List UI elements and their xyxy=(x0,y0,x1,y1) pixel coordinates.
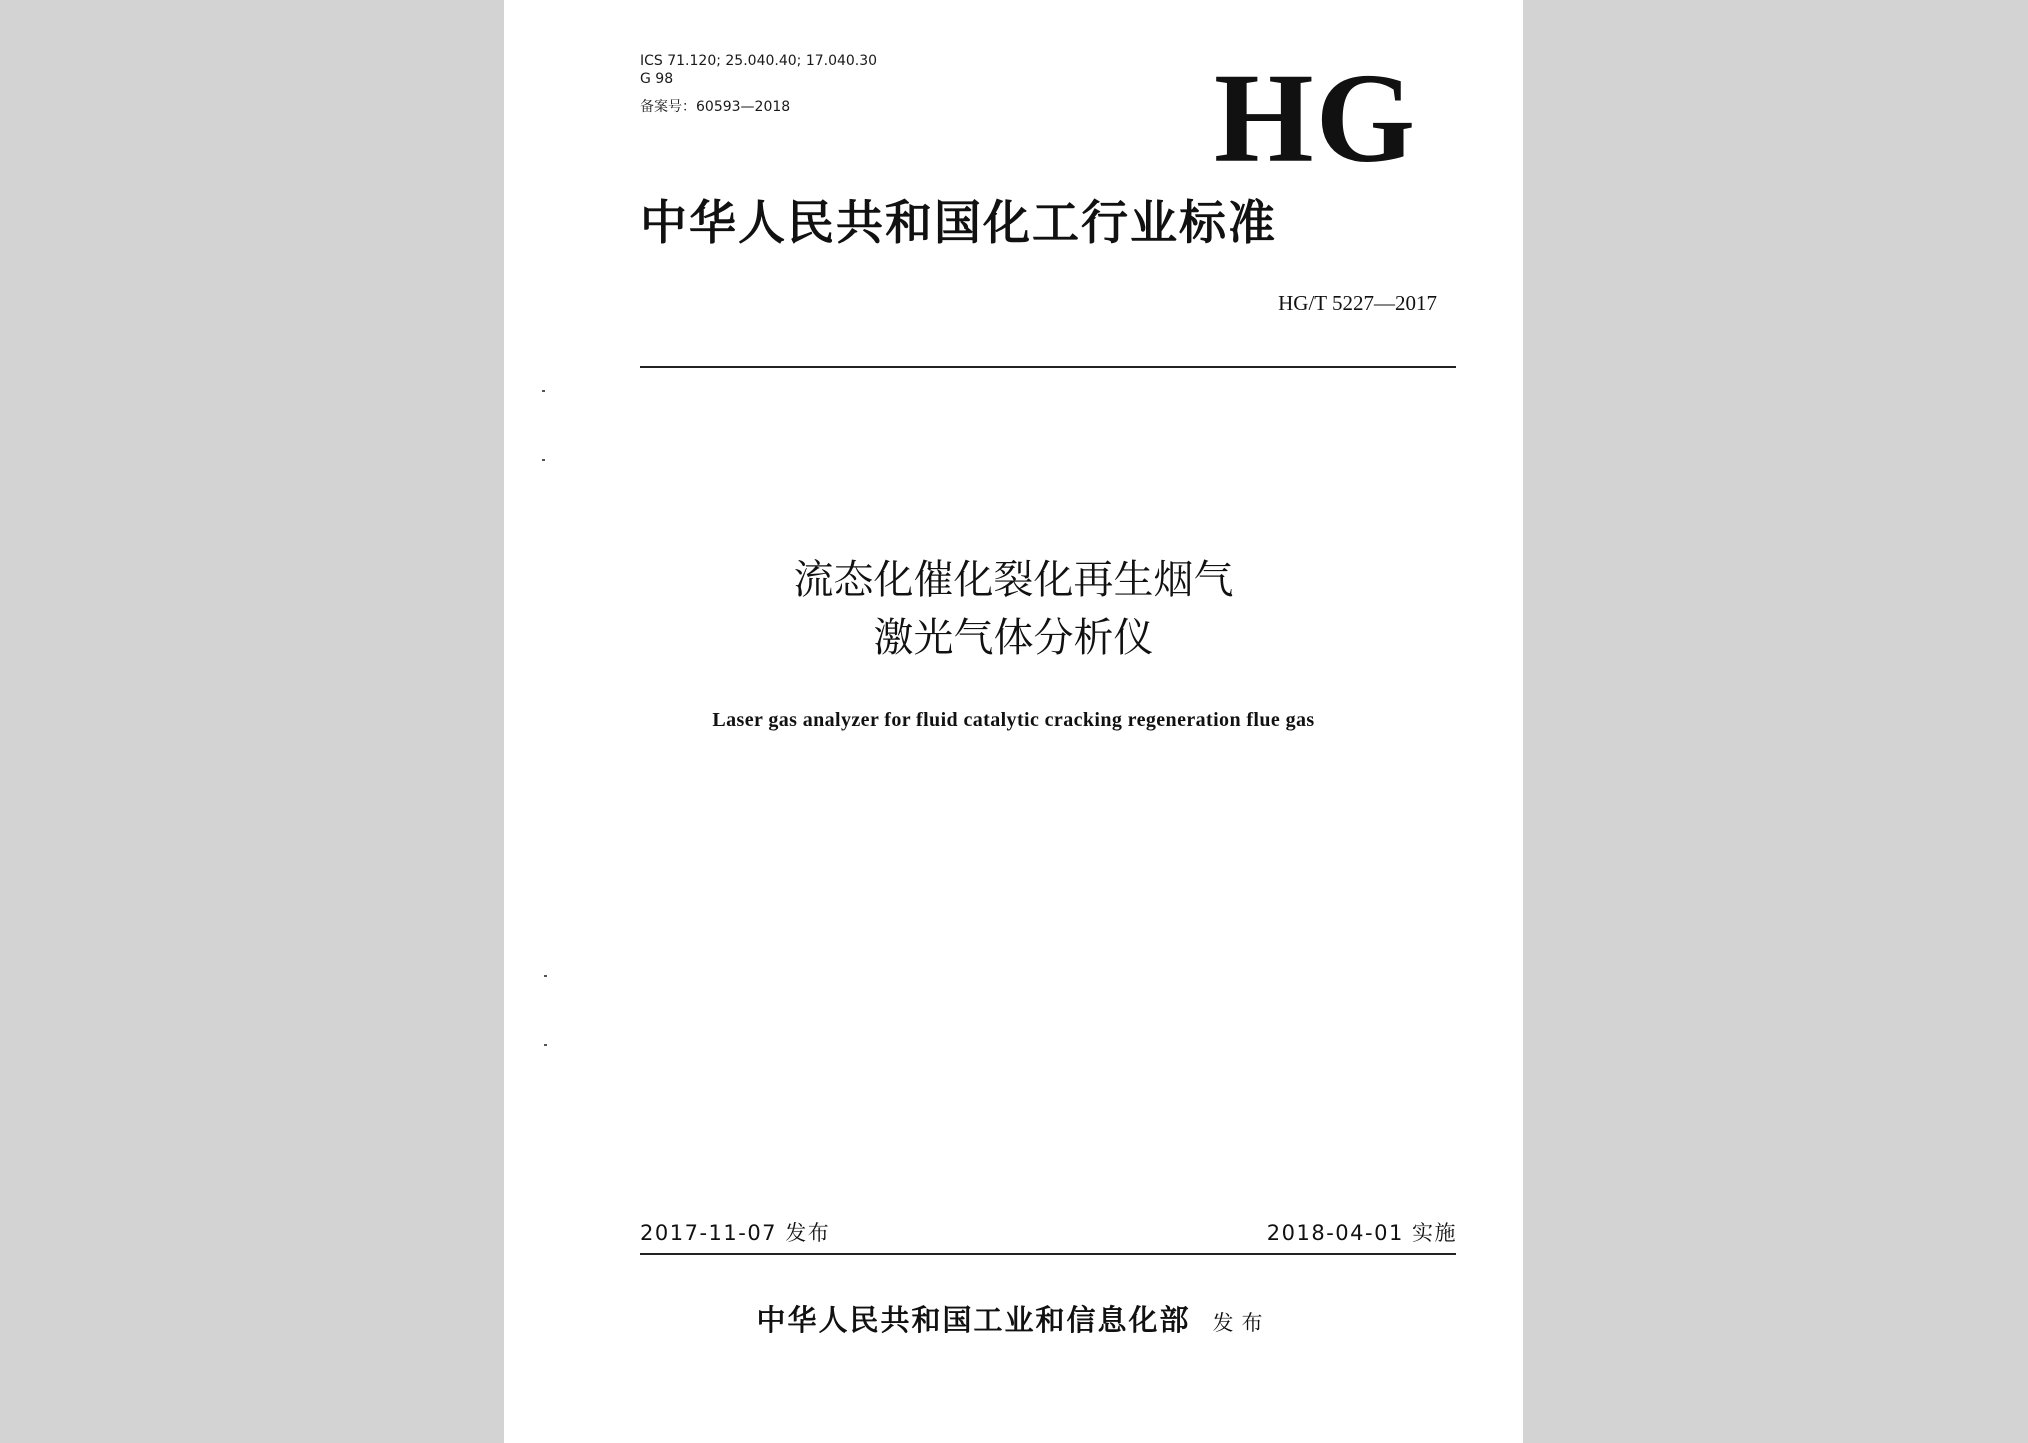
standard-number: HG/T 5227—2017 xyxy=(1278,291,1437,315)
document-page xyxy=(504,0,1523,1443)
issuer-line xyxy=(504,1298,1523,1339)
issuer-action: 发布 xyxy=(1212,1311,1271,1335)
title-cn-line-2: 激光气体分析仪 xyxy=(873,615,1154,661)
ics-code: ICS 71.120; 25.040.40; 17.040.30 xyxy=(640,53,878,69)
classification-code: G 98 xyxy=(640,71,674,87)
top-divider xyxy=(640,366,1456,368)
scan-artifact xyxy=(544,975,547,977)
scan-artifact xyxy=(542,390,545,392)
document-title-cn xyxy=(504,551,1523,667)
implementation-date: 2018-04-01 实施 xyxy=(1266,1221,1457,1245)
scan-artifact xyxy=(542,459,545,461)
document-title-en: Laser gas analyzer for fluid catalytic cracking regeneration flue gas xyxy=(712,709,1315,731)
issue-date: 2017-11-07 发布 xyxy=(640,1221,831,1245)
issuer-name: 中华人民共和国工业和信息化部 xyxy=(756,1303,1191,1337)
title-cn-line-1: 流态化催化裂化再生烟气 xyxy=(793,557,1234,603)
scan-artifact xyxy=(544,1044,547,1046)
hg-logo: HG xyxy=(1214,47,1418,189)
standard-category: 中华人民共和国化工行业标准 xyxy=(640,196,1277,251)
bottom-divider xyxy=(640,1253,1456,1255)
record-number: 备案号：60593—2018 xyxy=(640,99,791,115)
